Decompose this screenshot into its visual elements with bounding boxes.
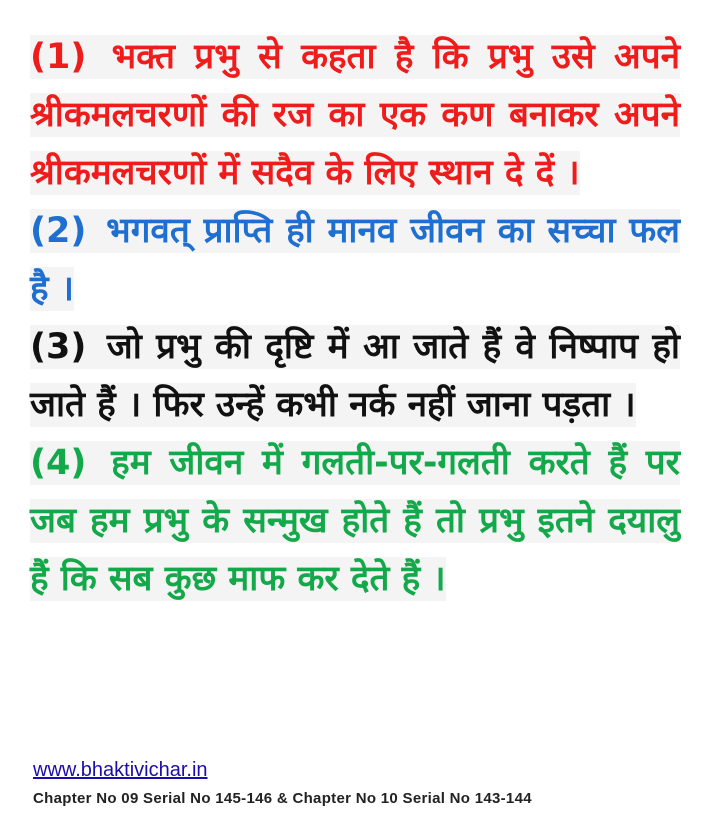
paragraph-1 [30, 28, 680, 202]
quote-list [30, 28, 680, 608]
paragraph-2-number: (2) [30, 211, 87, 251]
paragraph-2-highlight [30, 209, 680, 311]
paragraph-2-text: भगवत् प्राप्ति ही मानव जीवन का सच्चा फल है । [30, 211, 681, 309]
paragraph-1-highlight [30, 35, 680, 195]
paragraph-3-highlight [30, 325, 680, 427]
paragraph-1-number: (1) [30, 37, 87, 77]
paragraph-4-highlight [30, 441, 680, 601]
paragraph-3-text: जो प्रभु की दृष्टि में आ जाते हैं वे निष्पाप हो जाते हैं । फिर उन्हें कभी नर्क नहीं जाना पड़ता । [30, 327, 680, 425]
paragraph-2 [30, 202, 680, 318]
paragraph-4-text: हम जीवन में गलती-पर-गलती करते हैं पर जब हम प्रभु के सन्मुख होते हैं तो प्रभु इतने दयालु हैं कि सब कुछ माफ कर देते हैं । [30, 443, 680, 599]
paragraph-3-number: (3) [30, 327, 87, 367]
paragraph-4-number: (4) [30, 443, 87, 483]
paragraph-4 [30, 434, 680, 608]
website-link[interactable]: www.bhaktivichar.in [33, 759, 208, 781]
chapter-reference: Chapter No 09 Serial No 145-146 & Chapter No 10 Serial No 143-144 [33, 790, 532, 807]
paragraph-1-text: भक्त प्रभु से कहता है कि प्रभु उसे अपने श्रीकमलचरणों की रज का एक कण बनाकर अपने श्रीकमलचरणों में सदैव के लिए स्थान दे दें । [30, 37, 680, 193]
paragraph-3 [30, 318, 680, 434]
